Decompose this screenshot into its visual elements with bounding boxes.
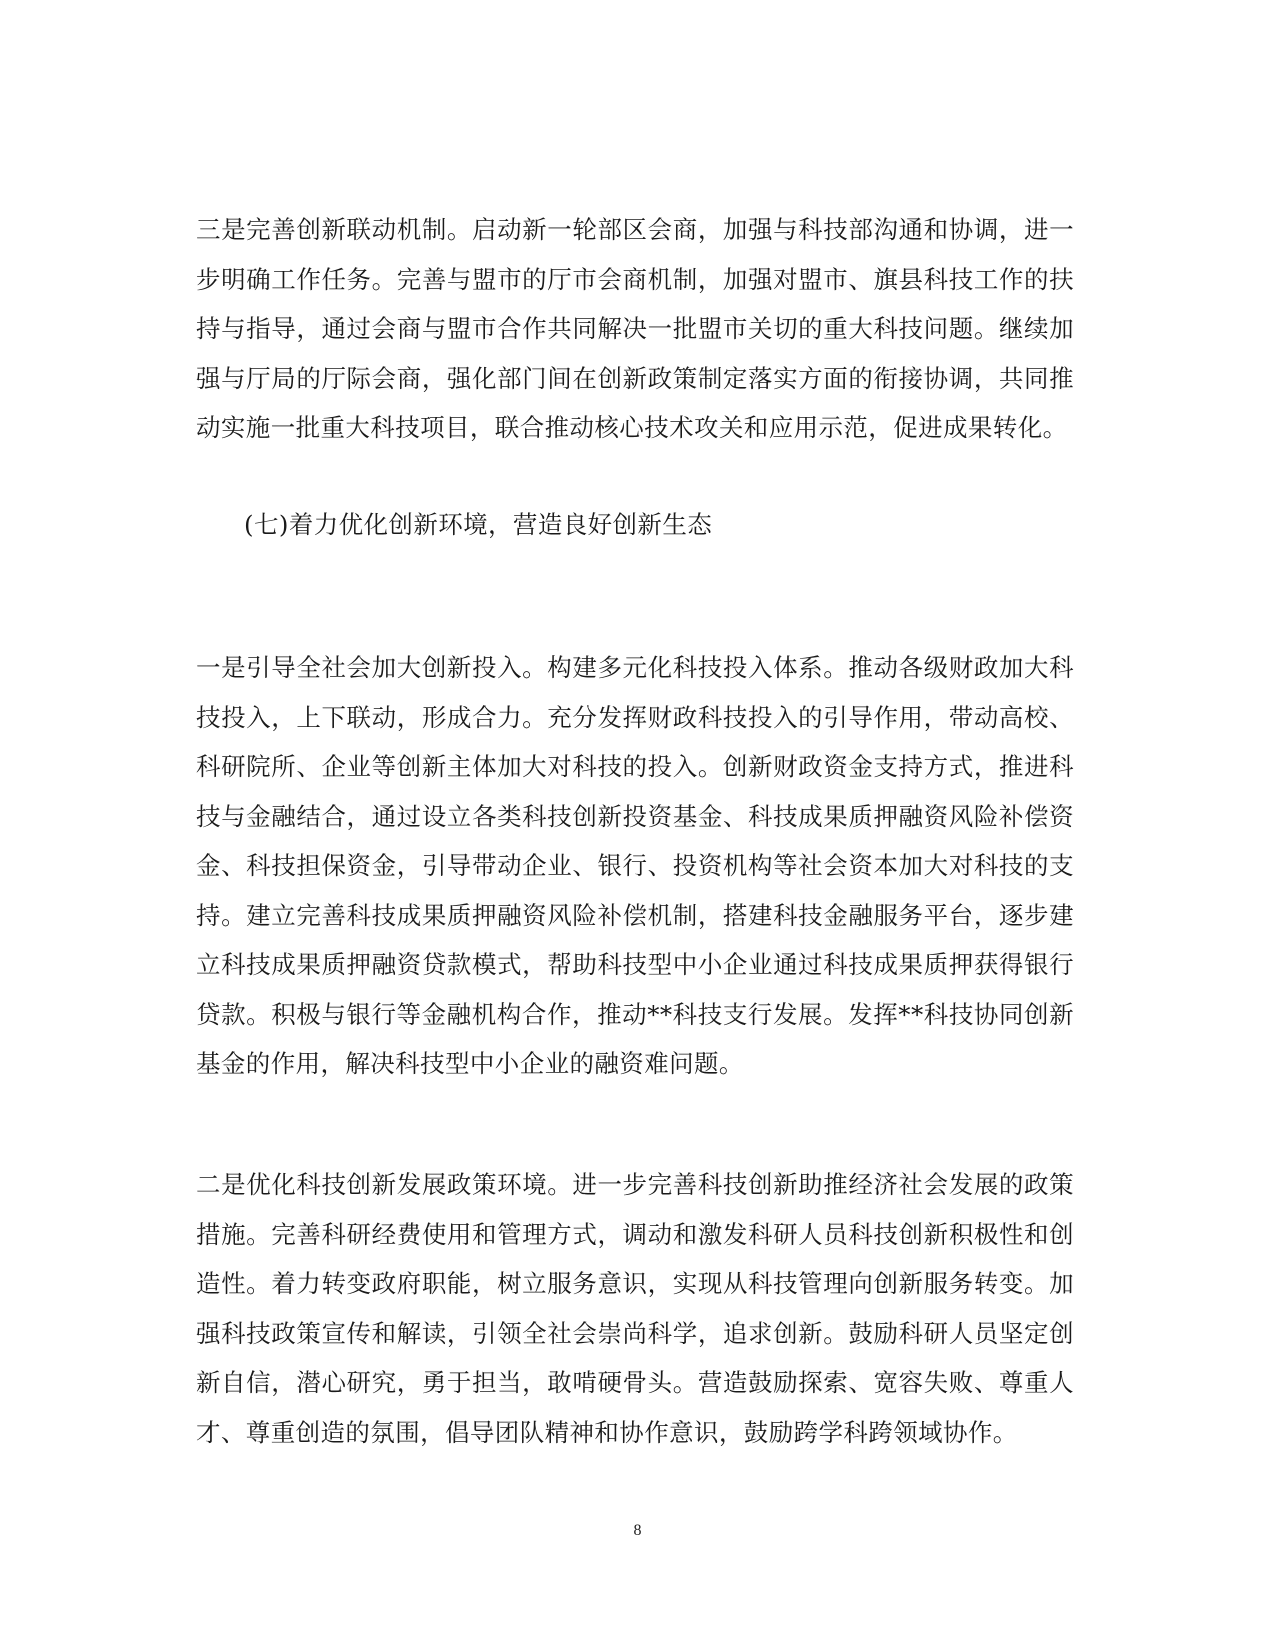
page-number: 8	[633, 1522, 642, 1539]
paragraph-innovation-investment: 一是引导全社会加大创新投入。构建多元化科技投入体系。推动各级财政加大科技投入，上下联动，形成合力。充分发挥财政科技投入的引导作用，带动高校、科研院所、企业等创新主体加大对科技的投入。创新财政资金支持方式，推进科技与金融结合，通过设立各类科技创新投资基金、科技成果质押融资风险补偿资金、科技担保资金，引导带动企业、银行、投资机构等社会资本加大对科技的支持。建立完善科技成果质押融资风险补偿机制，搭建科技金融服务平台，逐步建立科技成果质押融资贷款模式，帮助科技型中小企业通过科技成果质押获得银行贷款。积极与银行等金融机构合作，推动**科技支行发展。发挥**科技协同创新基金的作用，解决科技型中小企业的融资难问题。	[196, 653, 1074, 1078]
paragraph-policy-environment: 二是优化科技创新发展政策环境。进一步完善科技创新助推经济社会发展的政策措施。完善科研经费使用和管理方式，调动和激发科研人员科技创新积极性和创造性。着力转变政府职能，树立服务意识，实现从科技管理向创新服务转变。加强科技政策宣传和解读，引领全社会崇尚科学，追求创新。鼓励科研人员坚定创新自信，潜心研究，勇于担当，敢啃硬骨头。营造鼓励探索、宽容失败、尊重人才、尊重创造的氛围，倡导团队精神和协作意识，鼓励跨学科跨领域协作。	[196, 1170, 1074, 1447]
paragraph-innovation-linkage: 三是完善创新联动机制。启动新一轮部区会商，加强与科技部沟通和协调，进一步明确工作任务。完善与盟市的厅市会商机制，加强对盟市、旗县科技工作的扶持与指导，通过会商与盟市合作共同解决一批盟市关切的重大科技问题。继续加强与厅局的厅际会商，强化部门间在创新政策制定落实方面的衔接协调，共同推动实施一批重大科技项目，联合推动核心技术攻关和应用示范，促进成果转化。	[196, 215, 1074, 442]
section-heading: (七)着力优化创新环境，营造良好创新生态	[244, 510, 713, 539]
